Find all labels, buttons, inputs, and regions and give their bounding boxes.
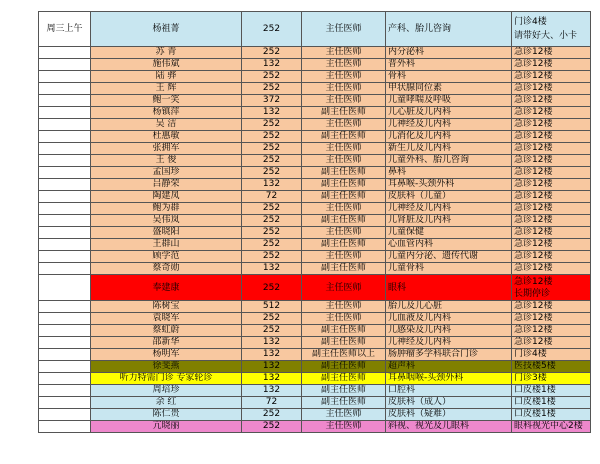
table-row [39, 119, 591, 131]
day-cell [39, 143, 91, 155]
title-cell: 副主任医师 [302, 325, 386, 337]
title-cell: 主任医师 [302, 119, 386, 131]
table-row [39, 191, 591, 203]
title-cell: 主任医师 [302, 95, 386, 107]
title-cell: 主任医师 [302, 47, 386, 59]
day-cell [39, 83, 91, 95]
doctor-name-cell: 鲍为群 [91, 203, 242, 215]
title-cell: 主任医师 [302, 313, 386, 325]
department-cell: 产科、胎儿咨询 [386, 12, 512, 47]
location-cell: 医技楼5楼 [512, 361, 591, 373]
day-cell [39, 167, 91, 179]
title-cell: 主任医师 [302, 421, 386, 433]
table-row [39, 47, 591, 59]
title-cell: 副主任医师 [302, 385, 386, 397]
department-cell: 超声科 [386, 361, 512, 373]
location-cell: 门诊4楼 请带好大、小卡 [512, 12, 591, 47]
department-cell: 皮肤科（疑难） [386, 409, 512, 421]
day-cell [39, 301, 91, 313]
table-row [39, 143, 591, 155]
table-row [39, 215, 591, 227]
title-cell: 副主任医师 [302, 167, 386, 179]
table-row [39, 275, 591, 301]
table-row [39, 155, 591, 167]
location-cell: 急诊12楼 [512, 251, 591, 263]
department-cell: 儿童保健 [386, 227, 512, 239]
table-row [39, 373, 591, 385]
doctor-name-cell: 蔡奇勋 [91, 263, 242, 275]
department-cell: 儿消化及儿内科 [386, 131, 512, 143]
location-cell: 门诊4楼 [512, 349, 591, 361]
table-row [39, 12, 591, 47]
title-cell: 副主任医师以上 [302, 349, 386, 361]
location-cell: 急诊12楼 [512, 325, 591, 337]
location-cell: 急诊12楼 [512, 155, 591, 167]
doctor-name-cell: 奉建康 [91, 275, 242, 301]
quota-cell: 252 [242, 131, 302, 143]
doctor-name-cell: 孟国珍 [91, 167, 242, 179]
day-cell [39, 203, 91, 215]
department-cell: 新生儿及儿内科 [386, 143, 512, 155]
doctor-name-cell: 吴伟岚 [91, 215, 242, 227]
department-cell: 儿血液及儿内科 [386, 313, 512, 325]
schedule-table [38, 11, 591, 433]
day-cell [39, 47, 91, 59]
location-cell: 口皮楼1楼 [512, 397, 591, 409]
location-cell: 急诊12楼 [512, 167, 591, 179]
day-cell [39, 275, 91, 301]
day-cell [39, 239, 91, 251]
doctor-name-cell: 顾学范 [91, 251, 242, 263]
department-cell: 皮肤科（儿童） [386, 191, 512, 203]
doctor-name-cell: 亢晓丽 [91, 421, 242, 433]
table-row [39, 239, 591, 251]
day-cell [39, 385, 91, 397]
table-row [39, 263, 591, 275]
day-cell [39, 325, 91, 337]
table-row [39, 203, 591, 215]
location-cell: 急诊12楼 [512, 95, 591, 107]
quota-cell: 132 [242, 337, 302, 349]
title-cell: 主任医师 [302, 143, 386, 155]
quota-cell: 252 [242, 203, 302, 215]
title-cell: 主任医师 [302, 83, 386, 95]
quota-cell: 252 [242, 227, 302, 239]
location-cell: 急诊12楼 [512, 131, 591, 143]
department-cell: 儿神经及儿内科 [386, 337, 512, 349]
location-cell: 急诊12楼 [512, 47, 591, 59]
title-cell: 主任医师 [302, 251, 386, 263]
doctor-name-cell: 王 辉 [91, 83, 242, 95]
department-cell: 儿童内分泌、遗传代谢 [386, 251, 512, 263]
quota-cell: 252 [242, 167, 302, 179]
department-cell: 骨科 [386, 71, 512, 83]
location-cell: 急诊12楼 [512, 215, 591, 227]
doctor-name-cell: 张拥军 [91, 143, 242, 155]
title-cell: 副主任医师 [302, 131, 386, 143]
table-row [39, 167, 591, 179]
day-cell [39, 227, 91, 239]
quota-cell: 132 [242, 59, 302, 71]
title-cell: 副主任医师 [302, 215, 386, 227]
title-cell: 主任医师 [302, 227, 386, 239]
location-cell: 急诊12楼 [512, 313, 591, 325]
day-cell [39, 215, 91, 227]
department-cell: 儿心脏及儿内科 [386, 107, 512, 119]
table-row [39, 59, 591, 71]
quota-cell: 252 [242, 275, 302, 301]
table-row [39, 227, 591, 239]
quota-cell: 252 [242, 143, 302, 155]
table-row [39, 313, 591, 325]
day-cell [39, 263, 91, 275]
doctor-name-cell: 王群山 [91, 239, 242, 251]
day-cell [39, 155, 91, 167]
doctor-name-cell: 陈仁贵 [91, 409, 242, 421]
quota-cell: 252 [242, 251, 302, 263]
quota-cell: 72 [242, 191, 302, 203]
doctor-name-cell: 吴 洁 [91, 119, 242, 131]
title-cell: 主任医师 [302, 203, 386, 215]
location-cell: 急诊12楼 [512, 203, 591, 215]
location-cell: 急诊12楼 [512, 263, 591, 275]
quota-cell: 252 [242, 421, 302, 433]
day-cell [39, 179, 91, 191]
department-cell: 鼻科 [386, 167, 512, 179]
department-cell: 斜视、视光及儿眼科 [386, 421, 512, 433]
doctor-name-cell: 袁晓军 [91, 313, 242, 325]
doctor-name-cell: 陈树宝 [91, 301, 242, 313]
quota-cell: 132 [242, 107, 302, 119]
table-row [39, 349, 591, 361]
table-row [39, 179, 591, 191]
location-cell: 急诊12楼 [512, 59, 591, 71]
day-cell [39, 361, 91, 373]
quota-cell: 132 [242, 263, 302, 275]
table-row [39, 409, 591, 421]
day-cell [39, 313, 91, 325]
quota-cell: 252 [242, 313, 302, 325]
table-row [39, 95, 591, 107]
quota-cell: 72 [242, 397, 302, 409]
department-cell: 普外科 [386, 59, 512, 71]
location-cell: 急诊12楼 [512, 71, 591, 83]
day-cell [39, 373, 91, 385]
day-cell [39, 409, 91, 421]
title-cell: 主任医师 [302, 409, 386, 421]
department-cell: 耳鼻喉-头颈外科 [386, 179, 512, 191]
quota-cell: 252 [242, 119, 302, 131]
doctor-name-cell: 杨镇萍 [91, 107, 242, 119]
day-cell [39, 131, 91, 143]
location-cell: 急诊12楼 [512, 143, 591, 155]
department-cell: 胎儿及儿心脏 [386, 301, 512, 313]
title-cell: 副主任医师 [302, 239, 386, 251]
title-cell: 副主任医师 [302, 179, 386, 191]
location-cell: 急诊12楼 [512, 337, 591, 349]
table-row [39, 361, 591, 373]
quota-cell: 132 [242, 179, 302, 191]
table-row [39, 421, 591, 433]
table-row [39, 107, 591, 119]
quota-cell: 252 [242, 409, 302, 421]
quota-cell: 132 [242, 349, 302, 361]
title-cell: 副主任医师 [302, 263, 386, 275]
title-cell: 副主任医师 [302, 337, 386, 349]
doctor-name-cell: 听力特需门诊 专家轮诊 [91, 373, 242, 385]
schedule-body [39, 12, 591, 433]
title-cell: 副主任医师 [302, 191, 386, 203]
location-cell: 急诊12楼 长期停诊 [512, 275, 591, 301]
doctor-name-cell: 徐斐燕 [91, 361, 242, 373]
doctor-name-cell: 周培珍 [91, 385, 242, 397]
doctor-name-cell: 杜惠敏 [91, 131, 242, 143]
doctor-name-cell: 邵新华 [91, 337, 242, 349]
quota-cell: 252 [242, 155, 302, 167]
quota-cell: 252 [242, 71, 302, 83]
day-cell [39, 191, 91, 203]
location-cell: 急诊12楼 [512, 179, 591, 191]
department-cell: 肠肿瘤多学科联合门诊 [386, 349, 512, 361]
table-row [39, 131, 591, 143]
department-cell: 儿童外科、胎儿咨询 [386, 155, 512, 167]
department-cell: 皮肤科（成人） [386, 397, 512, 409]
department-cell: 甲状腺同位素 [386, 83, 512, 95]
doctor-name-cell: 陶建凤 [91, 191, 242, 203]
doctor-name-cell: 陆 骅 [91, 71, 242, 83]
day-cell [39, 349, 91, 361]
day-cell [39, 95, 91, 107]
department-cell: 内分泌科 [386, 47, 512, 59]
title-cell: 副主任医师 [302, 397, 386, 409]
quota-cell: 252 [242, 47, 302, 59]
doctor-name-cell: 蔡虹蔚 [91, 325, 242, 337]
day-cell [39, 71, 91, 83]
doctor-name-cell: 余 红 [91, 397, 242, 409]
title-cell: 主任医师 [302, 71, 386, 83]
quota-cell: 132 [242, 373, 302, 385]
location-cell: 口皮楼1楼 [512, 385, 591, 397]
doctor-name-cell: 吕静荣 [91, 179, 242, 191]
department-cell: 儿神经及儿内科 [386, 203, 512, 215]
location-cell: 眼科视光中心2楼 [512, 421, 591, 433]
title-cell: 主任医师 [302, 155, 386, 167]
department-cell: 口腔科 [386, 385, 512, 397]
day-cell [39, 119, 91, 131]
day-cell [39, 107, 91, 119]
table-row [39, 337, 591, 349]
table-row [39, 385, 591, 397]
table-row [39, 301, 591, 313]
quota-cell: 252 [242, 239, 302, 251]
location-cell: 急诊12楼 [512, 301, 591, 313]
location-cell: 急诊12楼 [512, 83, 591, 95]
department-cell: 儿神经及儿内科 [386, 119, 512, 131]
department-cell: 儿童骨科 [386, 263, 512, 275]
location-cell: 急诊12楼 [512, 227, 591, 239]
doctor-name-cell: 施伟斌 [91, 59, 242, 71]
title-cell: 副主任医师 [302, 107, 386, 119]
title-cell: 副主任医师 [302, 361, 386, 373]
quota-cell: 252 [242, 215, 302, 227]
table-row [39, 251, 591, 263]
department-cell: 儿童哮喘及呼吸 [386, 95, 512, 107]
doctor-name-cell: 苏 青 [91, 47, 242, 59]
title-cell: 副主任医师 [302, 373, 386, 385]
location-cell: 门诊3楼 [512, 373, 591, 385]
doctor-name-cell: 盛晓阳 [91, 227, 242, 239]
doctor-name-cell: 王 俊 [91, 155, 242, 167]
location-cell: 急诊12楼 [512, 107, 591, 119]
location-cell: 口皮楼1楼 [512, 409, 591, 421]
department-cell: 眼科 [386, 275, 512, 301]
table-row [39, 325, 591, 337]
department-cell: 儿感染及儿内科 [386, 325, 512, 337]
quota-cell: 132 [242, 385, 302, 397]
day-cell [39, 337, 91, 349]
department-cell: 儿肾脏及儿内科 [386, 215, 512, 227]
day-label: 周三上午 [39, 12, 91, 47]
quota-cell: 512 [242, 301, 302, 313]
table-row [39, 83, 591, 95]
day-cell [39, 397, 91, 409]
quota-cell: 372 [242, 95, 302, 107]
title-cell: 主任医师 [302, 275, 386, 301]
quota-cell: 252 [242, 83, 302, 95]
day-cell [39, 251, 91, 263]
title-cell: 主任医师 [302, 59, 386, 71]
department-cell: 耳鼻咽喉-头颈外科 [386, 373, 512, 385]
title-cell: 主任医师 [302, 301, 386, 313]
doctor-name-cell: 杨祖菁 [91, 12, 242, 47]
department-cell: 心血管内科 [386, 239, 512, 251]
doctor-name-cell: 杨明军 [91, 349, 242, 361]
day-cell [39, 421, 91, 433]
quota-cell: 132 [242, 361, 302, 373]
table-row [39, 397, 591, 409]
day-cell [39, 59, 91, 71]
location-cell: 急诊12楼 [512, 191, 591, 203]
doctor-name-cell: 鲍一笑 [91, 95, 242, 107]
location-cell: 急诊12楼 [512, 119, 591, 131]
location-cell: 急诊12楼 [512, 239, 591, 251]
quota-cell: 252 [242, 12, 302, 47]
table-row [39, 71, 591, 83]
quota-cell: 252 [242, 325, 302, 337]
title-cell: 主任医师 [302, 12, 386, 47]
